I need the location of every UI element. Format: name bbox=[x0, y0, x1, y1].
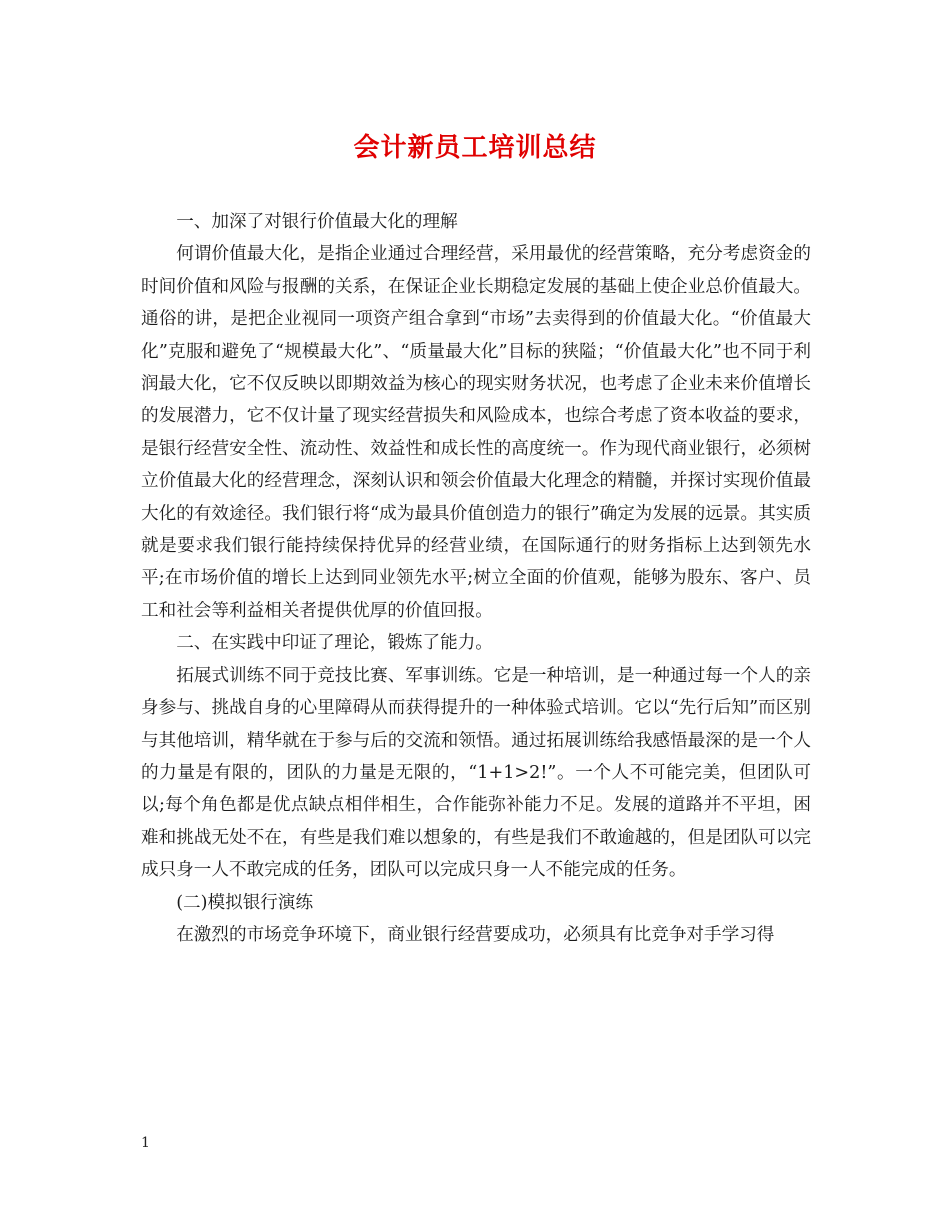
document-title: 会计新员工培训总结 bbox=[353, 133, 597, 163]
paragraph-expansion-training: 拓展式训练不同于竞技比赛、军事训练。它是一种培训，是一种通过每一个人的亲身参与、挑战自身的心里障碍从而获得提升的一种体验式培训。它以“先行后知”而区别与其他培训，精华就在于参与后的交流和领悟。通过拓展训练给我感悟最深的是一个人的力量是有限的，团队的力量是无限的，“1+1>2!”。一个人不可能完美，但团队可以;每个角色都是优点缺点相伴相生，合作能弥补能力不足。发展的道路并不平坦，困难和挑战无处不在，有些是我们难以想象的，有些是我们不敢逾越的，但是团队可以完成只身一人不敢完成的任务，团队可以完成只身一人不能完成的任务。 bbox=[141, 665, 811, 881]
section-heading-2: 二、在实践中印证了理论，锻炼了能力。 bbox=[176, 633, 493, 654]
section-heading-1: 一、加深了对银行价值最大化的理解 bbox=[176, 212, 458, 232]
document-body bbox=[141, 206, 811, 951]
subsection-heading-simulation: (二)模拟银行演练 bbox=[176, 892, 314, 913]
paragraph-market-competition: 在激烈的市场竞争环境下，商业银行经营要成功，必须具有比竞争对手学习得 bbox=[176, 924, 775, 945]
page-number: 1 bbox=[141, 1135, 150, 1151]
paragraph-value-maximization: 何谓价值最大化，是指企业通过合理经营，采用最优的经营策略，充分考虑资金的时间价值和风险与报酬的关系，在保证企业长期稳定发展的基础上使企业总价值最大。通俗的讲，是把企业视同一项资产组合拿到“市场”去卖得到的价值最大化。“价值最大化”克服和避免了“规模最大化”、“质量最大化”目标的狭隘；“价值最大化”也不同于利润最大化，它不仅反映以即期效益为核心的现实财务状况，也考虑了企业未来价值增长的发展潜力，它不仅计量了现实经营损失和风险成本，也综合考虑了资本收益的要求，是银行经营安全性、流动性、效益性和成长性的高度统一。作为现代商业银行，必须树立价值最大化的经营理念，深刻认识和领会价值最大化理念的精髓，并探讨实现价值最大化的有效途径。我们银行将“成为最具价值创造力的银行”确定为发展的远景。其实质就是要求我们银行能持续保持优异的经营业绩，在国际通行的财务指标上达到领先水平;在市场价值的增长上达到同业领先水平;树立全面的价值观，能够为股东、客户、员工和社会等利益相关者提供优厚的价值回报。 bbox=[141, 244, 811, 621]
